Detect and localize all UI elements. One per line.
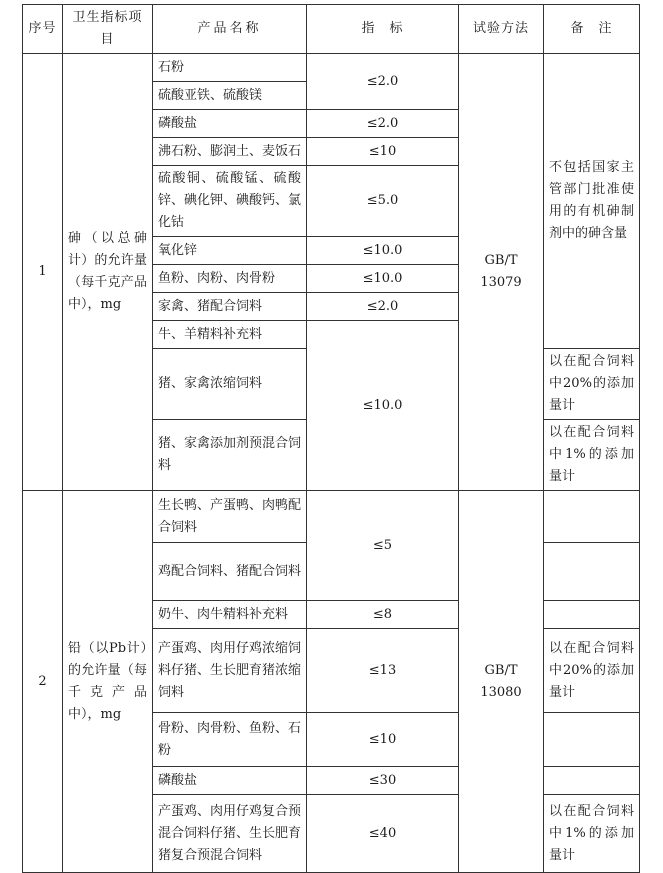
- method-cell: GB/T 13080: [459, 491, 544, 873]
- product-cell: 生长鸭、产蛋鸭、肉鸭配合饲料: [153, 491, 307, 543]
- product-cell: 沸石粉、膨润土、麦饭石: [153, 138, 307, 166]
- remark-cell: [544, 543, 640, 601]
- header-indicator: 指 标: [307, 5, 459, 54]
- product-cell: 磷酸盐: [153, 767, 307, 795]
- remark-cell: 以在配合饲料中1%的添加量计: [544, 420, 640, 491]
- product-cell: 硫酸亚铁、硫酸镁: [153, 82, 307, 110]
- remark-cell: 以在配合饲料中1%的添加量计: [544, 795, 640, 873]
- header-product: 产品名称: [153, 5, 307, 54]
- indicator-cell: ≤40: [307, 795, 459, 873]
- product-cell: 奶牛、肉牛精料补充料: [153, 601, 307, 629]
- indicator-cell: ≤10: [307, 713, 459, 767]
- indicator-cell: ≤10.0: [307, 321, 459, 491]
- product-cell: 产蛋鸡、肉用仔鸡浓缩饲料仔猪、生长肥育猪浓缩饲料: [153, 629, 307, 713]
- remark-cell: 以在配合饲料中20%的添加量计: [544, 629, 640, 713]
- product-cell: 磷酸盐: [153, 110, 307, 138]
- header-item: 卫生指标项目: [63, 5, 153, 54]
- header-remark: 备 注: [544, 5, 640, 54]
- remark-cell: [544, 767, 640, 795]
- table-row: [23, 54, 640, 82]
- table-row: [23, 491, 640, 543]
- header-seq: 序号: [23, 5, 63, 54]
- remark-cell: [544, 713, 640, 767]
- hygiene-standards-table: [22, 4, 640, 873]
- header-method: 试验方法: [459, 5, 544, 54]
- indicator-cell: ≤10: [307, 138, 459, 166]
- indicator-cell: ≤10.0: [307, 237, 459, 265]
- seq-cell: 2: [23, 491, 63, 873]
- product-cell: 鱼粉、肉粉、肉骨粉: [153, 265, 307, 293]
- remark-cell: [544, 491, 640, 543]
- remark-cell: [544, 601, 640, 629]
- product-cell: 家禽、猪配合饲料: [153, 293, 307, 321]
- indicator-cell: ≤5: [307, 491, 459, 601]
- remark-cell: 不包括国家主管部门批准使用的有机砷制剂中的砷含量: [544, 54, 640, 349]
- indicator-cell: ≤13: [307, 629, 459, 713]
- item-cell: 砷（以总砷计）的允许量（每千克产品中），mg: [63, 54, 153, 491]
- indicator-cell: ≤8: [307, 601, 459, 629]
- product-cell: 猪、家禽浓缩饲料: [153, 349, 307, 420]
- product-cell: 硫酸铜、硫酸锰、硫酸锌、碘化钾、碘酸钙、氯化钴: [153, 166, 307, 237]
- indicator-cell: ≤30: [307, 767, 459, 795]
- product-cell: 氧化锌: [153, 237, 307, 265]
- indicator-cell: ≤2.0: [307, 110, 459, 138]
- product-cell: 骨粉、肉骨粉、鱼粉、石粉: [153, 713, 307, 767]
- indicator-cell: ≤5.0: [307, 166, 459, 237]
- product-cell: 产蛋鸡、肉用仔鸡复合预混合饲料仔猪、生长肥育猪复合预混合饲料: [153, 795, 307, 873]
- seq-cell: 1: [23, 54, 63, 491]
- remark-cell: 以在配合饲料中20%的添加量计: [544, 349, 640, 420]
- indicator-cell: ≤10.0: [307, 265, 459, 293]
- header-row: [23, 5, 640, 54]
- indicator-cell: ≤2.0: [307, 54, 459, 110]
- product-cell: 猪、家禽添加剂预混合饲料: [153, 420, 307, 491]
- product-cell: 牛、羊精料补充料: [153, 321, 307, 349]
- indicator-cell: ≤2.0: [307, 293, 459, 321]
- item-cell: 铅（以Pb计）的允许量（每千克产品中），mg: [63, 491, 153, 873]
- product-cell: 石粉: [153, 54, 307, 82]
- method-cell: GB/T 13079: [459, 54, 544, 491]
- product-cell: 鸡配合饲料、猪配合饲料: [153, 543, 307, 601]
